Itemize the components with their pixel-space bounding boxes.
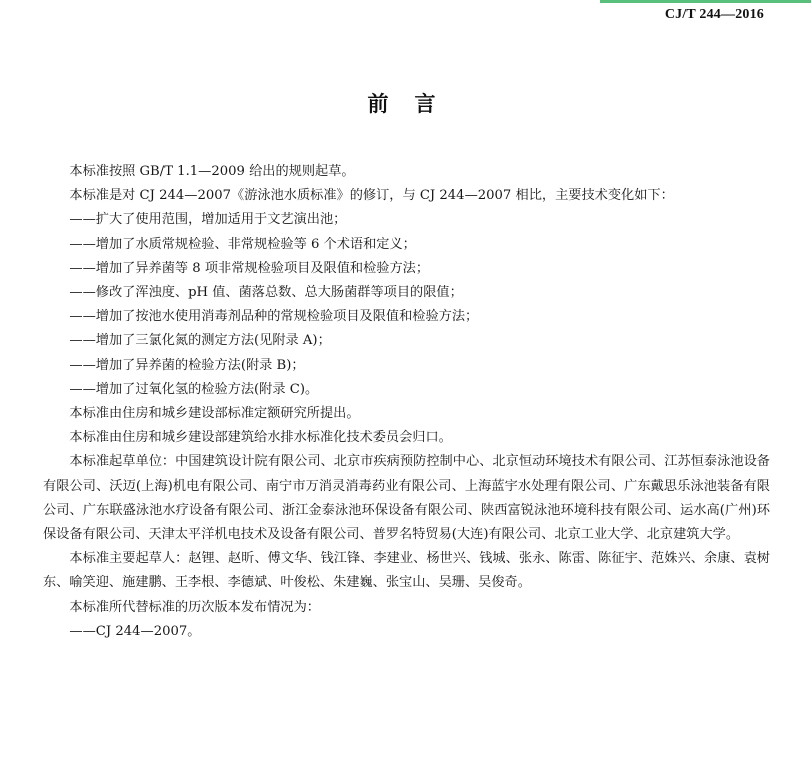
change-item: ——修改了浑浊度、pH 值、菌落总数、总大肠菌群等项目的限值； <box>69 285 463 301</box>
top-accent-bar <box>600 0 811 3</box>
paragraph-drafters: 本标准主要起草人：赵锂、赵昕、傅文华、钱江锋、李建业、杨世兴、钱城、张永、陈雷、陈征宇、范姝兴、余康、袁树东、喻笑迎、施建鹏、王李根、李德斌、叶俊松、朱建巍、张宝山、吴珊、吴俊奇。 <box>43 551 770 591</box>
paragraph-drafting-units: 本标准起草单位：中国建筑设计院有限公司、北京市疾病预防控制中心、北京恒动环境技术有限公司、江苏恒泰泳池设备有限公司、沃迈(上海)机电有限公司、南宁市万消灵消毒药业有限公司、上海蓝宇水处理有限公司、广东戴思乐泳池装备有限公司、广东联盛泳池水疗设备有限公司、浙江金泰泳池环保设备有限公司、陕西富锐泳池环境科技有限公司、运水高(广州)环保设备有限公司、天津太平洋机电技术及设备有限公司、普罗名特贸易(大连)有限公司、北京工业大学、北京建筑大学。 <box>43 454 770 543</box>
paragraph-revision-intro: 本标准是对 CJ 244—2007《游泳池水质标准》的修订，与 CJ 244—2007 相比，主要技术变化如下： <box>69 188 674 204</box>
change-item: ——增加了三氯化氮的测定方法(见附录 A)； <box>69 333 331 349</box>
previous-edition-item: ——CJ 244—2007。 <box>69 623 201 639</box>
change-item: ——增加了异养菌等 8 项非常规检验项目及限值和检验方法； <box>69 260 430 276</box>
paragraph-managed-by: 本标准由住房和城乡建设部建筑给水排水标准化技术委员会归口。 <box>69 430 452 446</box>
foreword-body <box>43 160 770 644</box>
paragraph-edition-history: 本标准所代替标准的历次版本发布情况为： <box>69 599 320 615</box>
change-item: ——增加了过氧化氢的检验方法(附录 C)。 <box>69 381 319 397</box>
change-item: ——增加了按池水使用消毒剂品种的常规检验项目及限值和检验方法； <box>69 309 479 325</box>
change-item: ——扩大了使用范围，增加适用于文艺演出池； <box>69 212 347 228</box>
section-title: 前言 <box>367 92 462 116</box>
paragraph-proposed-by: 本标准由住房和城乡建设部标准定额研究所提出。 <box>69 406 360 422</box>
change-item: ——增加了水质常规检验、非常规检验等 6 个术语和定义； <box>69 236 416 252</box>
standard-code: CJ/T 244—2016 <box>664 7 764 22</box>
paragraph-drafting-rule: 本标准按照 GB/T 1.1—2009 给出的规则起草。 <box>69 164 355 179</box>
change-item: ——增加了异养菌的检验方法(附录 B)； <box>69 357 305 373</box>
